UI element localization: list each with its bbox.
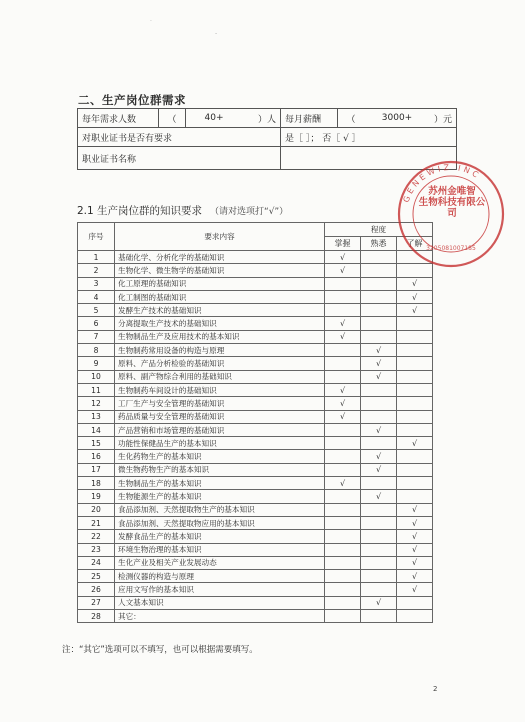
requirement-item: 食品添加剂、天然提取物应用的基本知识 xyxy=(115,516,325,529)
master-cell[interactable] xyxy=(325,503,361,516)
svg-text:3205081007185: 3205081007185 xyxy=(426,245,476,252)
row-number: 10 xyxy=(78,370,115,383)
table-row xyxy=(78,330,433,343)
familiar-cell[interactable] xyxy=(361,277,397,290)
master-cell[interactable] xyxy=(325,357,361,370)
understand-cell[interactable] xyxy=(397,277,433,290)
requirement-item: 检测仪器的构造与原理 xyxy=(115,570,325,583)
table-row xyxy=(78,277,433,290)
row-number: 7 xyxy=(78,330,115,343)
master-cell[interactable] xyxy=(325,437,361,450)
understand-cell[interactable] xyxy=(397,290,433,303)
table-row xyxy=(78,450,433,463)
row-number: 25 xyxy=(78,570,115,583)
master-cell[interactable] xyxy=(325,397,361,410)
table-row xyxy=(78,264,433,277)
requirement-item: 工厂生产与安全管理的基础知识 xyxy=(115,397,325,410)
requirement-item: 人文基本知识 xyxy=(115,596,325,609)
familiar-cell[interactable] xyxy=(361,503,397,516)
row-number: 26 xyxy=(78,583,115,596)
check-mark-icon: √ xyxy=(411,279,418,289)
row-number: 27 xyxy=(78,596,115,609)
row-number: 19 xyxy=(78,490,115,503)
familiar-cell[interactable] xyxy=(361,490,397,503)
requirement-item: 功能性保健品生产的基本知识 xyxy=(115,437,325,450)
requirement-item: 环境生物治理的基本知识 xyxy=(115,543,325,556)
table-row xyxy=(78,251,433,264)
understand-cell[interactable] xyxy=(397,543,433,556)
row-number: 20 xyxy=(78,503,115,516)
master-cell[interactable] xyxy=(325,583,361,596)
requirement-item: 发酵生产技术的基础知识 xyxy=(115,304,325,317)
familiar-cell[interactable] xyxy=(361,383,397,396)
familiar-cell[interactable] xyxy=(361,317,397,330)
familiar-cell[interactable] xyxy=(361,437,397,450)
check-mark-icon: √ xyxy=(375,452,382,462)
requirement-item: 生物制品生产的基本知识 xyxy=(115,477,325,490)
familiar-cell[interactable] xyxy=(361,264,397,277)
check-mark-icon: √ xyxy=(339,265,346,275)
understand-cell[interactable] xyxy=(397,383,433,396)
familiar-cell[interactable] xyxy=(361,596,397,609)
familiar-cell[interactable] xyxy=(361,450,397,463)
salary-label: 每月薪酬 xyxy=(281,109,338,128)
row-number: 8 xyxy=(78,344,115,357)
requirement-item: 食品添加剂、天然提取物生产的基本知识 xyxy=(115,503,325,516)
understand-cell[interactable] xyxy=(397,304,433,317)
col-header-understand: 了解 xyxy=(397,237,433,251)
understand-cell[interactable] xyxy=(397,596,433,609)
understand-cell[interactable] xyxy=(397,317,433,330)
familiar-cell[interactable] xyxy=(361,304,397,317)
master-cell[interactable] xyxy=(325,516,361,529)
salary-open: （ xyxy=(338,109,365,128)
master-cell[interactable] xyxy=(325,570,361,583)
master-cell[interactable] xyxy=(325,317,361,330)
understand-cell[interactable] xyxy=(397,490,433,503)
check-mark-icon: √ xyxy=(411,518,418,528)
table-row xyxy=(78,583,433,596)
master-cell[interactable] xyxy=(325,596,361,609)
knowledge-subtitle-text: 2.1 生产岗位群的知识要求 xyxy=(77,205,203,217)
check-mark-icon: √ xyxy=(411,438,418,448)
familiar-cell[interactable] xyxy=(361,463,397,476)
requirement-item: 生化产业及相关产业发展动态 xyxy=(115,556,325,569)
master-cell[interactable] xyxy=(325,304,361,317)
table-row xyxy=(78,397,433,410)
requirement-item: 微生物药物生产的基本知识 xyxy=(115,463,325,476)
requirement-item: 产品营销和市场管理的基础知识 xyxy=(115,423,325,436)
master-cell[interactable] xyxy=(325,290,361,303)
familiar-cell[interactable] xyxy=(361,357,397,370)
requirement-item: 化工制图的基础知识 xyxy=(115,290,325,303)
row-number: 22 xyxy=(78,530,115,543)
familiar-cell[interactable] xyxy=(361,251,397,264)
understand-cell[interactable] xyxy=(397,344,433,357)
familiar-cell[interactable] xyxy=(361,516,397,529)
table-row xyxy=(78,304,433,317)
table-row xyxy=(78,516,433,529)
master-cell[interactable] xyxy=(325,530,361,543)
knowledge-subtitle-note: （请对选项打“√”） xyxy=(210,207,289,217)
requirement-item: 原料、产品分析检验的基础知识 xyxy=(115,357,325,370)
familiar-cell[interactable] xyxy=(361,583,397,596)
row-number: 23 xyxy=(78,543,115,556)
row-number: 3 xyxy=(78,277,115,290)
check-mark-icon: √ xyxy=(375,372,382,382)
table-row xyxy=(78,490,433,503)
check-mark-icon: √ xyxy=(339,332,346,342)
demand-value: 40+ xyxy=(186,109,243,128)
understand-cell[interactable] xyxy=(397,357,433,370)
row-number: 4 xyxy=(78,290,115,303)
knowledge-requirements-table xyxy=(77,222,433,623)
row-number: 18 xyxy=(78,477,115,490)
demand-label: 每年需求人数 xyxy=(78,109,159,128)
check-mark-icon: √ xyxy=(375,598,382,608)
knowledge-subtitle xyxy=(77,203,288,218)
cert-name-label: 职业证书名称 xyxy=(78,147,281,170)
row-number: 11 xyxy=(78,383,115,396)
seal-company-name xyxy=(418,186,486,219)
understand-cell[interactable] xyxy=(397,610,433,623)
check-mark-icon: √ xyxy=(411,585,418,595)
table-row xyxy=(78,556,433,569)
requirement-item: 生物制药常用设备的构造与原理 xyxy=(115,344,325,357)
master-cell[interactable] xyxy=(325,264,361,277)
master-cell[interactable] xyxy=(325,344,361,357)
section-title: 二、生产岗位群需求 xyxy=(78,93,186,107)
row-number: 12 xyxy=(78,397,115,410)
understand-cell[interactable] xyxy=(397,503,433,516)
check-mark-icon: √ xyxy=(375,491,382,501)
row-number: 13 xyxy=(78,410,115,423)
table-row xyxy=(78,503,433,516)
familiar-cell[interactable] xyxy=(361,397,397,410)
requirement-item: 分离提取生产技术的基础知识 xyxy=(115,317,325,330)
check-mark-icon: √ xyxy=(339,478,346,488)
understand-cell[interactable] xyxy=(397,583,433,596)
table-row xyxy=(78,530,433,543)
table-row xyxy=(78,357,433,370)
understand-cell[interactable] xyxy=(397,556,433,569)
check-mark-icon: √ xyxy=(411,292,418,302)
understand-cell[interactable] xyxy=(397,530,433,543)
familiar-cell[interactable] xyxy=(361,556,397,569)
row-number: 28 xyxy=(78,610,115,623)
master-cell[interactable] xyxy=(325,277,361,290)
check-mark-icon: √ xyxy=(411,505,418,515)
requirement-item: 基础化学、分析化学的基础知识 xyxy=(115,251,325,264)
familiar-cell[interactable] xyxy=(361,330,397,343)
check-mark-icon: √ xyxy=(339,252,346,262)
check-mark-icon: √ xyxy=(339,319,346,329)
familiar-cell[interactable] xyxy=(361,410,397,423)
table-row xyxy=(78,463,433,476)
check-mark-icon: √ xyxy=(411,558,418,568)
check-mark-icon: √ xyxy=(411,531,418,541)
table-row xyxy=(78,423,433,436)
row-number: 2 xyxy=(78,264,115,277)
master-cell[interactable] xyxy=(325,556,361,569)
check-mark-icon: √ xyxy=(411,305,418,315)
requirement-item: 生物能源生产的基本知识 xyxy=(115,490,325,503)
check-mark-icon: √ xyxy=(375,425,382,435)
master-cell[interactable] xyxy=(325,477,361,490)
master-cell[interactable] xyxy=(325,330,361,343)
requirement-item: 化工原理的基础知识 xyxy=(115,277,325,290)
table-row xyxy=(78,290,433,303)
table-row xyxy=(78,437,433,450)
scan-speck: - xyxy=(215,30,218,37)
col-header-level: 程度 xyxy=(325,223,433,237)
familiar-cell[interactable] xyxy=(361,370,397,383)
requirement-item: 生物制品生产及应用技术的基本知识 xyxy=(115,330,325,343)
master-cell[interactable] xyxy=(325,490,361,503)
row-number: 21 xyxy=(78,516,115,529)
footnote: 注：“其它”选项可以不填写，也可以根据需要填写。 xyxy=(62,645,258,655)
master-cell[interactable] xyxy=(325,383,361,396)
familiar-cell[interactable] xyxy=(361,610,397,623)
master-cell[interactable] xyxy=(325,370,361,383)
understand-cell[interactable] xyxy=(397,516,433,529)
master-cell[interactable] xyxy=(325,610,361,623)
requirement-item: 原料、副产物综合利用的基础知识 xyxy=(115,370,325,383)
col-header-master: 掌握 xyxy=(325,237,361,251)
page-number: 2 xyxy=(433,685,438,693)
check-mark-icon: √ xyxy=(375,359,382,369)
check-mark-icon: √ xyxy=(339,412,346,422)
row-number: 24 xyxy=(78,556,115,569)
demand-close: ）人 xyxy=(242,109,281,128)
cert-requirement-label: 对职业证书是否有要求 xyxy=(78,128,281,147)
requirement-item: 生化药物生产的基本知识 xyxy=(115,450,325,463)
seal-line-1: 苏州金唯智 xyxy=(428,186,476,197)
requirement-item: 应用文写作的基本知识 xyxy=(115,583,325,596)
check-mark-icon: √ xyxy=(411,545,418,555)
understand-cell[interactable] xyxy=(397,437,433,450)
understand-cell[interactable] xyxy=(397,463,433,476)
master-cell[interactable] xyxy=(325,463,361,476)
table-row xyxy=(78,477,433,490)
cert-requirement-value: 是［ ］； 否［ √ ］ xyxy=(281,128,457,147)
familiar-cell[interactable] xyxy=(361,423,397,436)
familiar-cell[interactable] xyxy=(361,543,397,556)
understand-cell[interactable] xyxy=(397,330,433,343)
row-number: 9 xyxy=(78,357,115,370)
understand-cell[interactable] xyxy=(397,370,433,383)
check-mark-icon: √ xyxy=(411,571,418,581)
col-header-no: 序号 xyxy=(78,223,115,251)
check-mark-icon: √ xyxy=(339,398,346,408)
requirement-item: 生物制药车间设计的基础知识 xyxy=(115,383,325,396)
table-row xyxy=(78,543,433,556)
familiar-cell[interactable] xyxy=(361,344,397,357)
row-number: 5 xyxy=(78,304,115,317)
master-cell[interactable] xyxy=(325,410,361,423)
familiar-cell[interactable] xyxy=(361,570,397,583)
understand-cell[interactable] xyxy=(397,570,433,583)
familiar-cell[interactable] xyxy=(361,530,397,543)
requirement-item: 生物化学、微生物学的基础知识 xyxy=(115,264,325,277)
requirement-item: 其它： xyxy=(115,610,325,623)
understand-cell[interactable] xyxy=(397,423,433,436)
row-number: 1 xyxy=(78,251,115,264)
table-row xyxy=(78,344,433,357)
requirement-item: 发酵食品生产的基本知识 xyxy=(115,530,325,543)
table-row xyxy=(78,610,433,623)
demand-open: （ xyxy=(159,109,186,128)
understand-cell[interactable] xyxy=(397,410,433,423)
master-cell[interactable] xyxy=(325,543,361,556)
understand-cell[interactable] xyxy=(397,450,433,463)
svg-text:GENEWIZ INC: GENEWIZ INC xyxy=(401,162,483,204)
table-row xyxy=(78,370,433,383)
seal-line-2: 生物科技有限公司 xyxy=(418,197,486,219)
salary-close: ）元 xyxy=(430,109,457,128)
row-number: 17 xyxy=(78,463,115,476)
col-header-familiar: 熟悉 xyxy=(361,237,397,251)
familiar-cell[interactable] xyxy=(361,477,397,490)
row-number: 14 xyxy=(78,423,115,436)
row-number: 16 xyxy=(78,450,115,463)
row-number: 15 xyxy=(78,437,115,450)
master-cell[interactable] xyxy=(325,251,361,264)
familiar-cell[interactable] xyxy=(361,290,397,303)
table-row xyxy=(78,317,433,330)
check-mark-icon: √ xyxy=(339,385,346,395)
table-row xyxy=(78,410,433,423)
col-header-content: 要求内容 xyxy=(115,223,325,251)
check-mark-icon: √ xyxy=(375,345,382,355)
understand-cell[interactable] xyxy=(397,397,433,410)
master-cell[interactable] xyxy=(325,450,361,463)
table-row xyxy=(78,596,433,609)
table-row xyxy=(78,383,433,396)
row-number: 6 xyxy=(78,317,115,330)
scan-speck: · xyxy=(150,18,152,25)
requirement-item: 药品质量与安全管理的基础知识 xyxy=(115,410,325,423)
salary-value: 3000+ xyxy=(364,109,430,128)
master-cell[interactable] xyxy=(325,423,361,436)
understand-cell[interactable] xyxy=(397,477,433,490)
table-row xyxy=(78,570,433,583)
check-mark-icon: √ xyxy=(375,465,382,475)
